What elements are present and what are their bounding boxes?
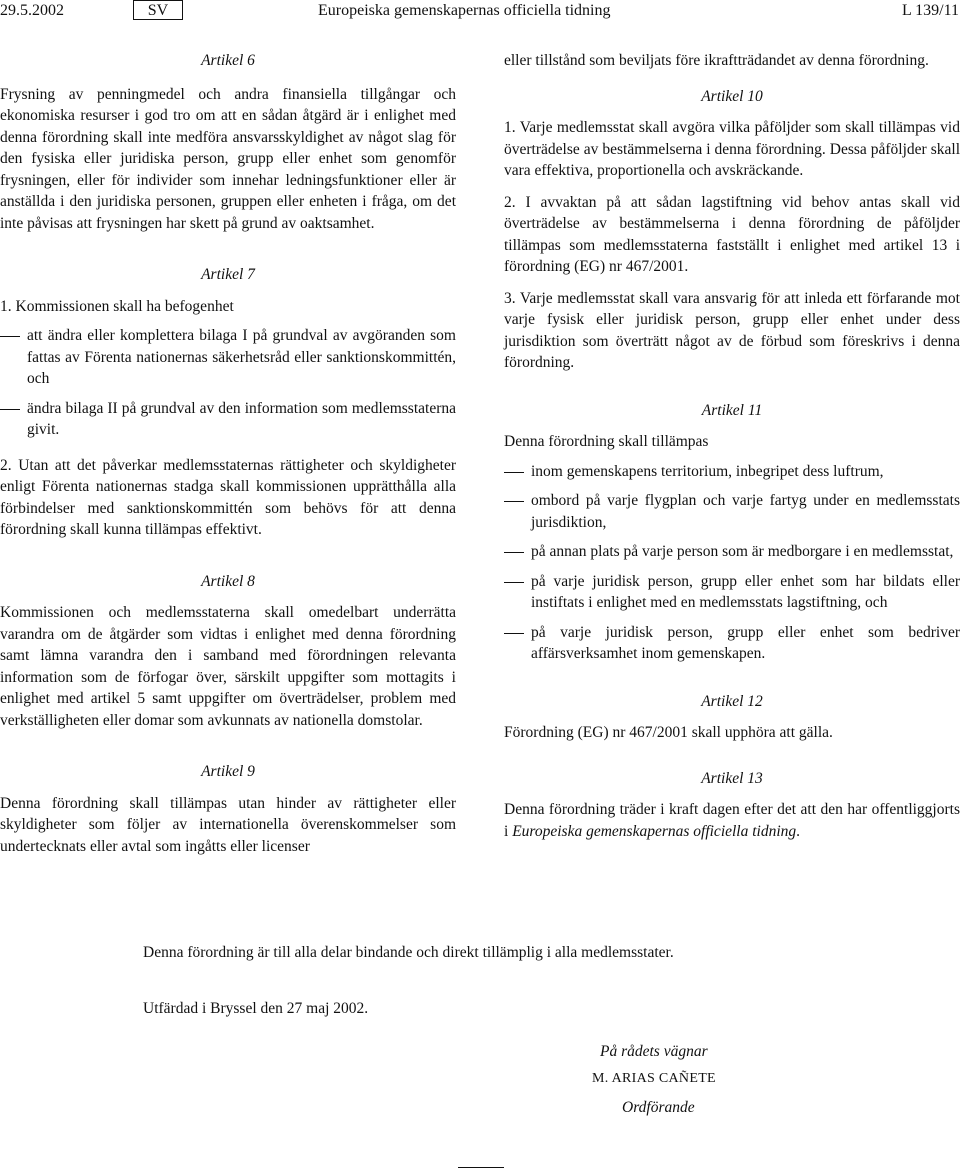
right-column — [504, 50, 960, 842]
on-behalf-of-council: På rådets vägnar — [600, 1043, 708, 1060]
article-12-text: Förordning (EG) nr 467/2001 skall upphöra att gälla. — [504, 724, 833, 741]
article-6-text: Frysning av penningmedel och andra finansiella tillgångar och ekonomiska resurser i god tro om att en sådan åtgärd är i enlighet med denna förordning skall inte medföra ansvarsskyldighet av något slag för den fysiska eller juridiska person, grupp eller enhet som genomför frysningen, eller för individer som innehar ledningsfunktioner eller är anställda i den juridiska personen, gruppen eller enheten i fråga, om det inte påvisas att frysningen har skett på grund av oaktsamhet. — [0, 85, 456, 232]
article-13-heading: Artikel 13 — [701, 769, 763, 787]
article-7-dash-2: ändra bilaga II på grundval av den information som medlemsstaterna givit. — [0, 398, 456, 441]
article-7-para-2: 2. Utan att det påverkar medlemsstaternas rättigheter och skyldigheter enligt Förenta nationernas stadga skall kommissionen upprätthålla alla förbindelser med sanktionskommittén som behövs för att denna förordning skall kunna tillämpas effektivt. — [0, 456, 456, 538]
article-10-para-2: 2. I avvaktan på att sådan lagstiftning vid behov antas skall vid överträdelse av bestämmelserna i denna förordning de påföljder tillämpas som medlemsstaterna fastställt i enlighet med artikel 13 i förordning (EG) nr 467/2001. — [504, 193, 960, 275]
article-8-text: Kommissionen och medlemsstaterna skall omedelbart underrätta varandra om de åtgärder som vidtas i enlighet med denna förordning samt lämna varandra den i samband med förordningen relevanta information som de förfogar över, särskilt uppgifter som mottagits i enlighet med artikel 5 samt uppgifter om överträdelser, problem med verkställigheten eller domar som avkunnats av nationella domstolar. — [0, 604, 456, 729]
page-header — [0, 0, 960, 22]
article-13-text-start: Denna förordning träder i kraft dagen efter det att den har offentliggjorts i — [504, 801, 960, 840]
article-13-text — [504, 799, 960, 842]
article-9-continued: eller tillstånd som beviljats före ikraftträdandet av denna förordning. — [504, 52, 929, 69]
signatory-role: Ordförande — [622, 1099, 695, 1116]
article-9-text: Denna förordning skall tillämpas utan hinder av rättigheter eller skyldigheter som följer av internationella överenskommelser som undertecknats eller avtal som ingåtts eller licenser — [0, 794, 456, 855]
page-number: L 139/11 — [901, 2, 959, 19]
language-box: SV — [133, 0, 183, 20]
article-8-heading: Artikel 8 — [201, 572, 255, 590]
article-6-heading: Artikel 6 — [201, 52, 255, 69]
article-7-dash-1: att ändra eller komplettera bilaga I på grundval av avgöranden som fattas av Förenta nationernas säkerhetsråd eller sanktionskommittén, och — [0, 325, 456, 390]
signatory-name: M. ARIAS CAÑETE — [592, 1071, 716, 1086]
article-11-dash-5: på varje juridisk person, grupp eller enhet som bedriver affärsverksamhet inom gemenskapen. — [504, 622, 960, 665]
bottom-rule — [458, 1167, 504, 1168]
header-date: 29.5.2002 — [0, 2, 64, 19]
article-13-text-end: . — [796, 822, 801, 840]
article-7-para-1: 1. Kommissionen skall ha befogenhet — [0, 297, 234, 315]
article-11-lead: Denna förordning skall tillämpas — [504, 433, 709, 450]
article-10-heading: Artikel 10 — [701, 87, 763, 105]
article-10-para-3: 3. Varje medlemsstat skall vara ansvarig för att inleda ett förfarande mot varje fysisk eller juridisk person, grupp eller enhet under dess jurisdiktion som överträtt något av de förbud som föreskrivs i denna förordning. — [504, 289, 960, 371]
journal-title: Europeiska gemenskapernas officiella tidning — [318, 2, 611, 19]
article-12-heading: Artikel 12 — [701, 692, 763, 710]
article-11-dash-2: ombord på varje flygplan och varje fartyg under en medlemsstats jurisdiktion, — [504, 490, 960, 533]
article-7-heading: Artikel 7 — [201, 266, 255, 283]
article-11-dash-3: på annan plats på varje person som är medborgare i en medlemsstat, — [504, 541, 960, 563]
article-10-para-1: 1. Varje medlemsstat skall avgöra vilka påföljder som skall tillämpas vid överträdelse av bestämmelserna i denna förordning. Dessa påföljder skall vara effektiva, proportionella och avskräckande. — [504, 119, 960, 179]
left-column — [0, 50, 456, 857]
article-9-heading: Artikel 9 — [201, 763, 255, 780]
done-at-statement: Utfärdad i Bryssel den 27 maj 2002. — [143, 1000, 369, 1017]
article-11-heading: Artikel 11 — [701, 401, 763, 419]
journal-name-italic: Europeiska gemenskapernas officiella tidning — [512, 822, 797, 840]
article-11-dash-4: på varje juridisk person, grupp eller enhet som har bildats eller instiftats i enlighet med en medlemsstats lagstiftning, och — [504, 571, 960, 614]
binding-statement: Denna förordning är till alla delar bindande och direkt tillämplig i alla medlemsstater. — [143, 944, 674, 961]
article-11-dash-1: inom gemenskapens territorium, inbegripet dess luftrum, — [504, 461, 960, 483]
